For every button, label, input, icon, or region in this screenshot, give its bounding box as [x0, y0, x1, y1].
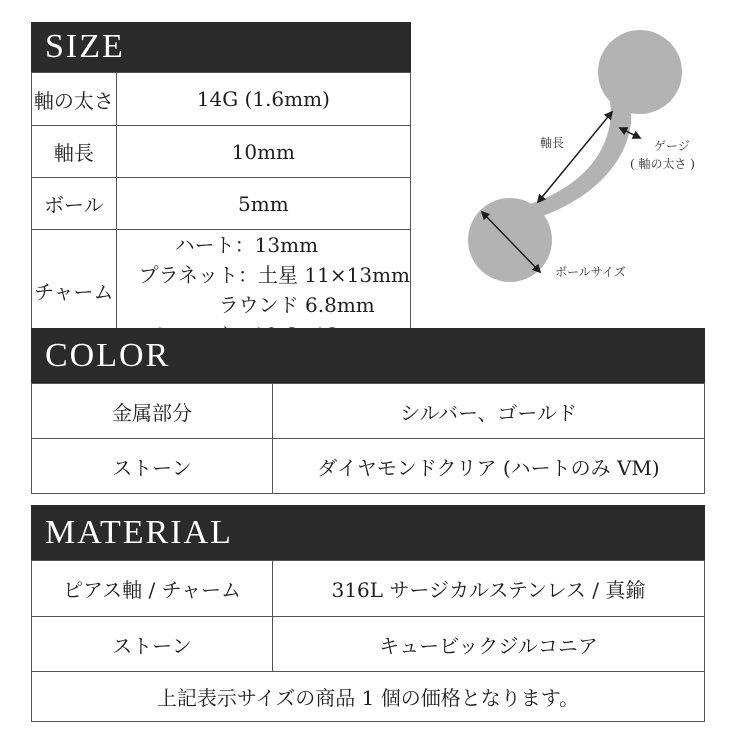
- material-label-cell: ピアス軸 / チャーム: [32, 561, 273, 617]
- table-row: [32, 178, 411, 230]
- material-header-text: MATERIAL: [45, 513, 233, 551]
- table-row: [32, 617, 705, 672]
- gauge-sub-label: ( 軸の太さ ): [630, 157, 695, 171]
- material-value-cell: 316L サージカルステンレス / 真鍮: [273, 561, 705, 617]
- color-table: [31, 383, 705, 494]
- color-label-cell: ストーン: [32, 439, 273, 494]
- table-row: [32, 384, 705, 439]
- charm-size-line: ハート：13mm: [174, 233, 319, 257]
- size-label-cell: ボール: [32, 178, 117, 230]
- charm-size-line: プラネット：土星 11×13mm: [138, 263, 410, 287]
- barbell-shaft: [530, 102, 631, 217]
- size-table: [31, 72, 411, 351]
- size-label-cell: 軸の太さ: [32, 73, 117, 126]
- size-value-cell: 10mm: [116, 126, 410, 178]
- color-label-cell: 金属部分: [32, 384, 273, 439]
- color-header: [31, 328, 705, 383]
- material-value-cell: キュービックジルコニア: [273, 617, 705, 672]
- size-header-text: SIZE: [45, 28, 125, 65]
- table-row: [32, 73, 411, 126]
- color-header-text: COLOR: [45, 336, 171, 374]
- material-label-cell: ストーン: [32, 617, 273, 672]
- gauge-label: ゲージ: [654, 139, 690, 153]
- charm-size-line: ラウンド 6.8mm: [218, 293, 375, 317]
- color-value-cell: シルバー、ゴールド: [273, 384, 705, 439]
- ball-size-label: ボールサイズ: [555, 265, 626, 279]
- barbell-diagram: [440, 22, 720, 292]
- size-label-cell: チャーム: [32, 230, 117, 351]
- barbell-top-ball: [598, 30, 682, 114]
- size-label-cell: 軸長: [32, 126, 117, 178]
- material-table: [31, 560, 705, 672]
- shaft-length-label: 軸長: [540, 136, 565, 150]
- size-value-cell: 14G (1.6mm): [116, 73, 410, 126]
- table-row: [32, 561, 705, 617]
- size-header: [31, 22, 411, 72]
- material-header: [31, 505, 705, 560]
- size-value-cell: 5mm: [116, 178, 410, 230]
- price-note: [31, 671, 705, 722]
- price-note-text: 上記表示サイズの商品 1 個の価格となります。: [156, 685, 580, 710]
- table-row: [32, 439, 705, 494]
- color-value-cell: ダイヤモンドクリア (ハートのみ VM): [273, 439, 705, 494]
- table-row: [32, 126, 411, 178]
